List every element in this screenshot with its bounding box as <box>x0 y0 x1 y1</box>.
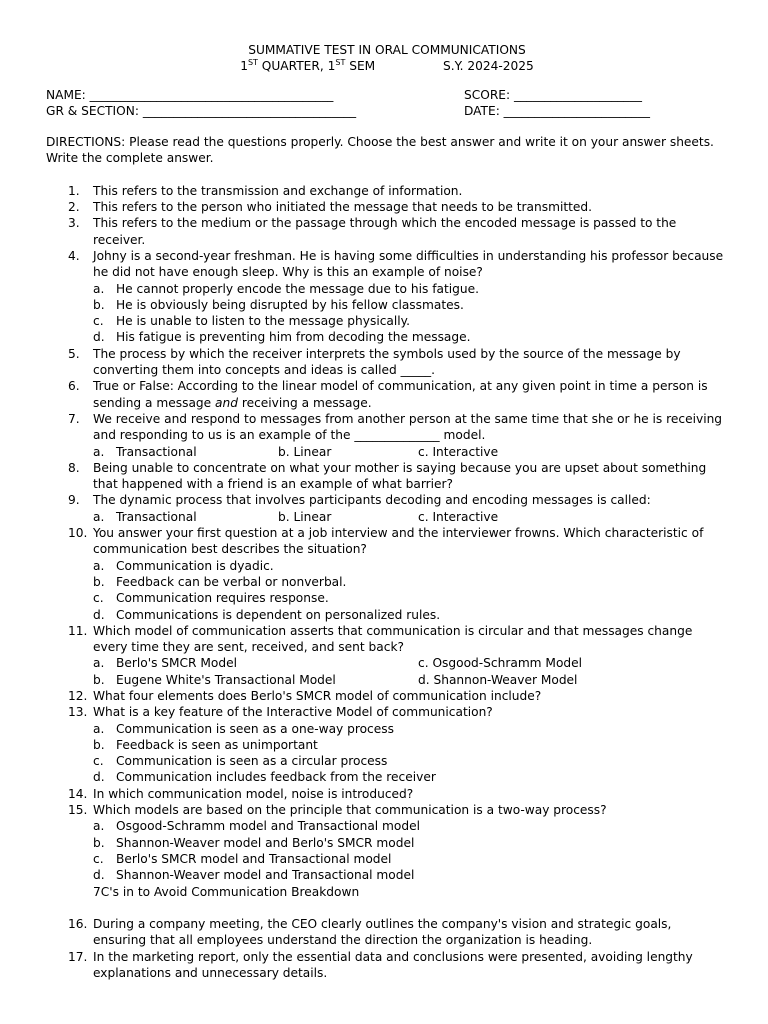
score-field[interactable]: SCORE: _____________________ <box>464 87 642 102</box>
question-text: The process by which the receiver interprets the symbols used by the source of the message by converting them into concepts and ideas is called _____. <box>93 346 681 378</box>
section-heading-7cs: 7C's in to Avoid Communication Breakdown <box>93 884 360 899</box>
sem-number: 1 <box>327 59 336 74</box>
question-7 <box>46 411 728 444</box>
question-9 <box>46 492 728 508</box>
question-number: 12. <box>68 688 88 703</box>
option-b[interactable]: b. He is obviously being disrupted by his fellow classmates. <box>93 297 464 312</box>
sem-word: SEM <box>345 59 376 74</box>
name-field[interactable]: NAME: ________________________________________ <box>46 87 334 102</box>
option-c[interactable]: c. He is unable to listen to the message physically. <box>93 314 410 329</box>
question-11 <box>46 623 728 656</box>
option-d[interactable]: d. Shannon-Weaver model and Transactional model <box>93 868 415 883</box>
question-6 <box>46 378 728 411</box>
directions: DIRECTIONS: Please read the questions properly. Choose the best answer and write it on your answer sheets. Write the complete answer. <box>46 135 714 166</box>
option-c[interactable]: c. Interactive <box>418 444 499 459</box>
option-b[interactable]: b. Feedback can be verbal or nonverbal. <box>93 574 347 589</box>
question-text: This refers to the medium or the passage through which the encoded message is passed to the receiver. <box>93 216 677 247</box>
question-number: 6. <box>68 379 80 394</box>
option-c[interactable]: c. Interactive <box>418 509 499 524</box>
question-text: What is a key feature of the Interactive Model of communication? <box>93 705 493 720</box>
option-d[interactable]: d. Shannon-Weaver Model <box>418 672 578 687</box>
option-d[interactable]: d. Communication includes feedback from the receiver <box>93 770 436 785</box>
question-14 <box>46 786 728 802</box>
question-2 <box>46 199 728 215</box>
option-a[interactable]: a. Transactional <box>93 509 197 524</box>
question-12 <box>46 688 728 704</box>
question-number: 9. <box>68 493 80 508</box>
question-number: 13. <box>68 705 88 720</box>
option-a[interactable]: a. Osgood-Schramm model and Transactional model <box>93 819 421 834</box>
question-list <box>46 183 728 982</box>
question-number: 7. <box>68 411 80 426</box>
test-title: SUMMATIVE TEST IN ORAL COMMUNICATIONS <box>248 43 526 57</box>
question-4 <box>46 248 728 281</box>
question-9-options <box>93 509 728 525</box>
question-text: During a company meeting, the CEO clearly outlines the company's vision and strategic goals, ensuring that all employees understand the direction the organization is heading. <box>93 917 672 948</box>
question-number: 3. <box>68 216 80 231</box>
question-number: 5. <box>68 346 80 361</box>
question-4-options <box>93 281 728 346</box>
question-number: 14. <box>68 786 88 801</box>
school-year: S.Y. 2024-2025 <box>443 59 534 74</box>
question-1 <box>46 183 728 199</box>
option-c[interactable]: c. Communication requires response. <box>93 591 329 606</box>
option-b[interactable]: b. Linear <box>278 509 332 524</box>
question-15-options <box>93 818 728 883</box>
question-text: The dynamic process that involves participants decoding and encoding messages is called: <box>93 493 651 508</box>
option-c[interactable]: c. Communication is seen as a circular process <box>93 754 388 769</box>
question-number: 1. <box>68 183 80 198</box>
question-3 <box>46 215 728 248</box>
sem-superscript: ST <box>335 58 346 68</box>
student-info-fields <box>46 87 728 120</box>
question-10-options <box>93 558 728 623</box>
option-d[interactable]: d. Communications is dependent on personalized rules. <box>93 607 441 622</box>
question-5 <box>46 346 728 379</box>
question-text: This refers to the transmission and exchange of information. <box>93 183 463 198</box>
option-b[interactable]: b. Feedback is seen as unimportant <box>93 737 318 752</box>
option-a[interactable]: a. Communication is seen as a one-way process <box>93 721 394 736</box>
question-text: This refers to the person who initiated the message that needs to be transmitted. <box>93 200 593 215</box>
question-text: In which communication model, noise is introduced? <box>93 786 414 801</box>
document-header <box>46 42 728 75</box>
emphasis-and: and <box>215 395 238 410</box>
option-a[interactable]: a. Communication is dyadic. <box>93 558 274 573</box>
question-number: 2. <box>68 200 80 215</box>
question-text: You answer your first question at a job interview and the interviewer frowns. Which characteristic of communication best describes the situation? <box>93 526 704 557</box>
question-text: Johny is a second-year freshman. He is having some difficulties in understanding his professor because he did not have enough sleep. Why is this an example of noise? <box>93 248 724 280</box>
quarter-word: QUARTER, <box>257 59 328 74</box>
question-number: 8. <box>68 460 80 475</box>
question-text: Which models are based on the principle that communication is a two-way process? <box>93 803 607 818</box>
question-text: We receive and respond to messages from another person at the same time that she or he is receiving and responding to us is an example of the ______________ model. <box>93 411 723 443</box>
option-b[interactable]: b. Linear <box>278 444 332 459</box>
question-11-options <box>93 655 728 688</box>
option-c[interactable]: c. Berlo's SMCR model and Transactional model <box>93 851 392 866</box>
question-number: 10. <box>68 526 88 541</box>
quarter-superscript: ST <box>247 58 258 68</box>
question-10 <box>46 525 728 558</box>
question-13 <box>46 704 728 720</box>
question-number: 15. <box>68 803 88 818</box>
question-text: Which model of communication asserts that communication is circular and that messages change every time they are sent, received, and sent back? <box>93 623 693 655</box>
option-b[interactable]: b. Shannon-Weaver model and Berlo's SMCR model <box>93 835 415 850</box>
question-17 <box>46 949 728 982</box>
option-c[interactable]: c. Osgood-Schramm Model <box>418 656 583 671</box>
section-field[interactable]: GR & SECTION: ___________________________________ <box>46 103 357 118</box>
option-b[interactable]: b. Eugene White's Transactional Model <box>93 672 336 687</box>
question-15 <box>46 802 728 818</box>
option-d[interactable]: d. His fatigue is preventing him from decoding the message. <box>93 330 471 345</box>
option-a[interactable]: a. Berlo's SMCR Model <box>93 656 237 671</box>
question-number: 11. <box>68 623 88 638</box>
question-13-options <box>93 721 728 786</box>
question-text: True or False: According to the linear model of communication, at any given point in time a person is sending a message and receiving a message. <box>93 379 708 410</box>
question-text: What four elements does Berlo's SMCR model of communication include? <box>93 688 542 703</box>
option-a[interactable]: a. He cannot properly encode the message due to his fatigue. <box>93 281 479 296</box>
question-7-options <box>93 444 728 460</box>
option-a[interactable]: a. Transactional <box>93 444 197 459</box>
date-field[interactable]: DATE: ________________________ <box>464 103 650 118</box>
question-number: 17. <box>68 949 88 964</box>
blank-line <box>46 900 728 916</box>
question-8 <box>46 460 728 493</box>
question-text: Being unable to concentrate on what your mother is saying because you are upset about something that happened with a friend is an example of what barrier? <box>93 460 707 492</box>
question-text: In the marketing report, only the essential data and conclusions were presented, avoiding lengthy explanations and unnecessary details. <box>93 949 693 981</box>
quarter-sem-line <box>46 58 728 74</box>
quarter-number: 1 <box>240 59 248 74</box>
question-number: 4. <box>68 248 80 263</box>
question-16 <box>46 916 728 949</box>
question-number: 16. <box>68 917 88 932</box>
